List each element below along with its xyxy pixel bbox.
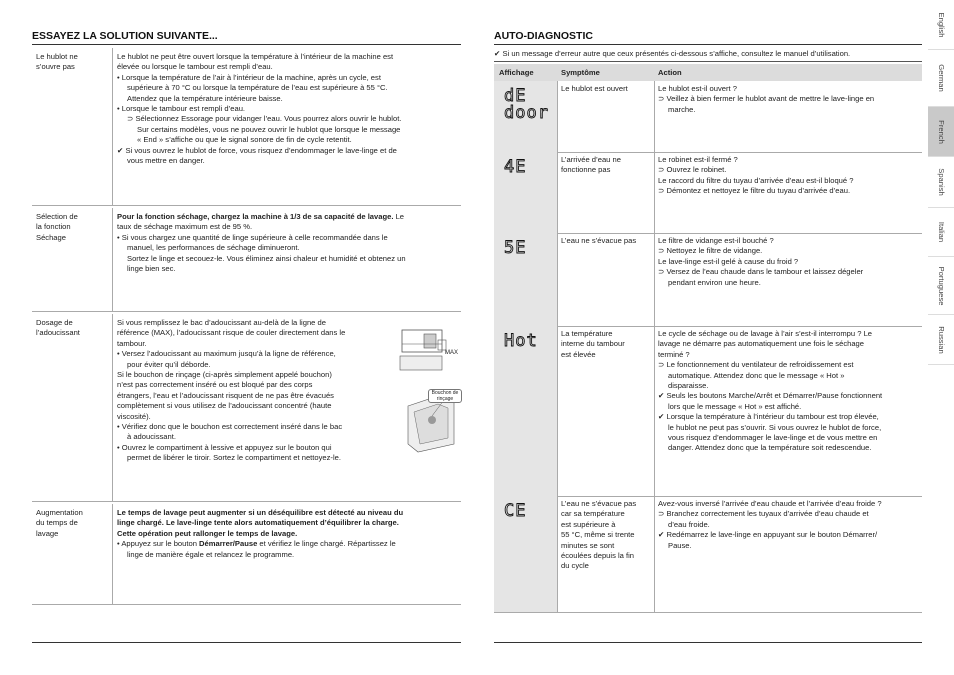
action-cell	[658, 499, 924, 551]
symptom-cell	[561, 155, 653, 176]
text-line	[117, 432, 387, 442]
lcd-glyphs: door	[504, 103, 549, 123]
table-header	[494, 64, 922, 81]
text-segment: danger. Attendez donc que la température soit redescendue.	[668, 443, 872, 453]
symptom-line: interne du tambour	[561, 339, 625, 349]
symptom-line: du cycle	[561, 561, 589, 571]
text-line	[658, 360, 924, 370]
row-divider	[32, 311, 461, 312]
lcd-graphic	[500, 330, 556, 370]
text-line	[658, 105, 924, 115]
text-line	[658, 520, 924, 530]
text-segment: ⊃ Le fonctionnement du ventilateur de refroidissement est	[658, 360, 854, 370]
label-line: Augmentation	[36, 508, 83, 517]
row-divider	[32, 604, 461, 605]
text-segment: ⊃ Démontez et nettoyez le filtre du tuyau d’arrivée d’eau.	[658, 186, 851, 196]
symptom-line: fonctionne pas	[561, 165, 611, 175]
row-label	[36, 212, 110, 243]
tail-segment: Le	[393, 212, 405, 221]
text-line	[117, 156, 457, 166]
row-divider-vertical	[112, 504, 113, 604]
text-line	[658, 257, 924, 267]
text-line	[658, 433, 924, 443]
text-line	[117, 349, 387, 359]
text-line	[117, 508, 457, 518]
row-divider	[494, 612, 922, 613]
text-segment: complètement si vous utilisez de l’adoucissant concentré (haute	[117, 401, 332, 411]
text-line	[117, 401, 387, 411]
text-segment: Avez-vous inversé l’arrivée d’eau chaude et l’arrivée d’eau froide ?	[658, 499, 882, 508]
row-content	[117, 212, 457, 274]
action-cell	[658, 155, 924, 197]
text-line	[658, 94, 924, 104]
text-segment: ✔ Lorsque la température à l’intérieur du tambour est trop élevée,	[658, 412, 879, 422]
right-heading: AUTO-DIAGNOSTIC	[494, 30, 593, 42]
text-segment: Le hublot ne peut être ouvert lorsque la température à l’intérieur de la machine est	[117, 52, 394, 61]
text-line	[658, 402, 924, 412]
bouchon-label: Bouchon de rinçage	[428, 389, 462, 403]
row-label	[36, 508, 110, 539]
text-line	[117, 422, 387, 432]
label-line: Sélection de	[36, 212, 78, 221]
text-segment: viscosité).	[117, 411, 151, 421]
text-segment: ✔ Si vous ouvrez le hublot de force, vous risquez d’endommager le lave-linge et de	[117, 145, 397, 155]
col-divider	[654, 81, 655, 152]
label-line: s’ouvre pas	[36, 62, 75, 72]
row-content	[117, 318, 387, 464]
text-segment: • Lorsque le tambour est rempli d’eau.	[117, 104, 246, 114]
text-segment: disparaisse.	[668, 381, 709, 391]
text-segment: Pour la fonction séchage, chargez la machine à 1/3 de sa capacité de lavage.	[117, 212, 394, 221]
col-header-display: Affichage	[499, 68, 534, 77]
text-segment: étrangers, l’eau et l’adoucissant risquent de ne pas être évacués	[117, 390, 334, 400]
text-segment: taux de séchage maximum est de 95 %.	[117, 222, 253, 232]
text-line	[117, 328, 387, 338]
text-segment: Sur certains modèles, vous ne pouvez ouvrir le hublot que lorsque le message	[137, 124, 401, 134]
text-segment: référence (MAX), l’adoucissant risque de couler directement dans le	[117, 328, 346, 338]
text-line	[658, 371, 924, 381]
tail-segment: et vérifiez le linge chargé. Répartissez le	[257, 539, 396, 549]
row-divider	[494, 326, 922, 327]
lcd-display	[500, 500, 556, 543]
text-segment: Le cycle de séchage ou de lavage à l’air s’est-il interrompu ? Le	[658, 329, 873, 338]
lcd-glyphs: Hot	[504, 331, 538, 351]
symptom-line: 55 °C, même si trente	[561, 530, 635, 540]
symptom-line: L’eau ne s’évacue pas	[561, 499, 637, 508]
text-line	[658, 329, 924, 339]
text-segment: Cette opération peut rallonger le temps de lavage.	[117, 528, 298, 538]
row-content	[117, 52, 457, 166]
text-line	[117, 233, 457, 243]
lcd-display	[500, 85, 556, 128]
text-line	[658, 412, 924, 422]
text-segment: • Appuyez sur le bouton	[117, 539, 200, 549]
max-label: MAX	[445, 350, 459, 356]
text-segment: le hublot ne peut pas s’ouvrir. Si vous ouvrez le hublot de force,	[668, 422, 882, 432]
text-segment: • Versez l’adoucissant au maximum jusqu’à la ligne de référence,	[117, 349, 336, 359]
text-segment: ⊃ Versez de l’eau chaude dans le tambour et laissez dégeler	[658, 267, 864, 277]
text-segment: « End » s’affiche ou que le signal sonore de fin de cycle retentit.	[137, 135, 352, 145]
text-segment: linge bien sec.	[127, 264, 176, 274]
text-line	[658, 176, 924, 186]
action-cell	[658, 236, 924, 288]
text-segment: n’est pas correctement inséré ou est bloqué par des corps	[117, 380, 313, 390]
text-segment: Le temps de lavage peut augmenter si un déséquilibre est détecté au niveau du	[117, 508, 404, 517]
text-segment: manuel, les performances de séchage diminueront.	[127, 243, 300, 253]
text-segment: lavage ne démarre pas automatiquement une fois le séchage	[658, 339, 865, 349]
text-line	[117, 539, 457, 549]
lcd-glyphs: dE	[504, 86, 527, 106]
tab-spanish[interactable]	[928, 157, 954, 208]
lcd-graphic	[500, 500, 556, 540]
col-divider	[557, 496, 558, 612]
text-line	[658, 443, 924, 453]
row-label	[36, 52, 110, 73]
text-segment: ⊃ Ouvrez le robinet.	[658, 165, 727, 175]
col-divider	[654, 152, 655, 233]
text-line	[117, 453, 387, 463]
text-line	[117, 135, 457, 145]
text-line	[117, 318, 387, 328]
text-line	[658, 84, 924, 94]
tab-label: English	[937, 12, 947, 37]
label-line: la fonction	[36, 222, 71, 232]
symptom-line: est supérieure à	[561, 519, 616, 529]
left-heading: ESSAYEZ LA SOLUTION SUIVANTE...	[32, 30, 218, 42]
lcd-display	[500, 237, 556, 280]
lcd-display	[500, 156, 556, 199]
text-line	[658, 246, 924, 256]
col-divider	[557, 233, 558, 326]
tab-label: German	[937, 64, 947, 92]
text-segment: • Si vous chargez une quantité de linge supérieure à celle recommandée dans le	[117, 232, 388, 242]
text-line	[117, 254, 457, 264]
text-segment: Attendez que la température intérieure baisse.	[127, 93, 283, 103]
symptom-line: car sa température	[561, 509, 625, 519]
text-line	[658, 339, 924, 349]
col-header-action: Action	[658, 68, 682, 77]
text-line	[117, 529, 457, 539]
text-line	[117, 104, 457, 114]
text-line	[117, 114, 457, 124]
label-line: lavage	[36, 528, 59, 538]
symptom-line: est élevée	[561, 349, 596, 359]
text-line	[117, 212, 457, 222]
tab-label: Italian	[937, 221, 947, 243]
text-segment: • Ouvrez le compartiment à lessive et appuyez sur le bouton qui	[117, 442, 332, 452]
text-segment: ✔ Redémarrez le lave-linge en appuyant sur le bouton Démarrer/	[658, 530, 878, 540]
text-line	[658, 381, 924, 391]
tab-english[interactable]	[928, 0, 954, 50]
text-line	[117, 339, 387, 349]
text-line	[117, 360, 387, 370]
text-line	[117, 52, 457, 62]
text-segment: d’eau froide.	[668, 519, 710, 529]
symptom-cell	[561, 236, 653, 246]
text-segment: ⊃ Branchez correctement les tuyaux d’arrivée d’eau chaude et	[658, 509, 869, 519]
row-divider	[494, 233, 922, 234]
lcd-display	[500, 330, 556, 373]
text-line	[117, 443, 387, 453]
label-line: Dosage de	[36, 318, 73, 327]
text-segment: automatique. Attendez donc que le message « Hot »	[668, 370, 845, 380]
text-line	[658, 350, 924, 360]
col-divider	[557, 81, 558, 152]
text-segment: Si vous remplissez le bac d’adoucissant au-delà de la ligne de	[117, 318, 326, 327]
text-line	[658, 509, 924, 519]
row-divider	[32, 501, 461, 502]
col-header-symptom: Symptôme	[561, 68, 600, 77]
symptom-line: Le hublot est ouvert	[561, 84, 628, 93]
tab-italian[interactable]	[928, 208, 954, 257]
text-line	[658, 236, 924, 246]
lcd-glyphs: CE	[504, 501, 527, 521]
text-segment: • Vérifiez donc que le bouchon est correctement inséré dans le bac	[117, 422, 343, 432]
text-segment: ⊃ Veillez à bien fermer le hublot avant de mettre le lave-linge en	[658, 94, 875, 104]
text-line	[117, 94, 457, 104]
text-segment: tambour.	[117, 338, 147, 348]
row-divider-vertical	[112, 208, 113, 311]
text-line	[117, 222, 457, 232]
text-segment: Le hublot est-il ouvert ?	[658, 84, 737, 93]
label-line: Séchage	[36, 232, 66, 242]
label-line: l’adoucissant	[36, 328, 80, 338]
symptom-line: La température	[561, 329, 613, 338]
text-segment: Le filtre de vidange est-il bouché ?	[658, 236, 774, 245]
text-segment: permet de libérer le tiroir. Sortez le compartiment et nettoyez-le.	[127, 453, 341, 463]
text-segment: Le robinet est-il fermé ?	[658, 155, 738, 164]
text-line	[117, 243, 457, 253]
tab-french[interactable]	[928, 107, 954, 157]
lcd-graphic	[500, 237, 556, 277]
text-line	[117, 550, 457, 560]
label-line: du temps de	[36, 518, 78, 528]
symptom-line: L’eau ne s’évacue pas	[561, 236, 637, 245]
tab-label: Portuguese	[937, 266, 947, 305]
text-line	[117, 370, 387, 380]
tab-label: Spanish	[937, 168, 947, 196]
action-cell	[658, 84, 924, 115]
col-divider	[654, 233, 655, 326]
right-heading-rule	[494, 44, 922, 45]
text-segment: terminé ?	[658, 349, 690, 359]
left-bottom-rule	[32, 642, 461, 643]
text-segment: • Lorsque la température de l’air à l’intérieur de la machine, après un cycle, est	[117, 72, 381, 82]
text-line	[658, 165, 924, 175]
row-divider-vertical	[112, 48, 113, 205]
text-segment: Le lave-linge est-il gelé à cause du froid ?	[658, 256, 799, 266]
tab-portuguese[interactable]	[928, 257, 954, 315]
note-rule	[494, 61, 922, 62]
symptom-line: minutes se sont	[561, 540, 615, 550]
action-cell	[658, 329, 924, 454]
text-line	[658, 278, 924, 288]
text-line	[658, 499, 924, 509]
text-line	[658, 186, 924, 196]
lcd-glyphs: 4E	[504, 157, 527, 177]
text-segment: linge chargé. Le lave-linge tente alors automatiquement d’équilibrer la charge.	[117, 518, 399, 528]
row-divider-vertical	[112, 314, 113, 501]
text-segment: Si le bouchon de rinçage (ci-après simplement appelé bouchon)	[117, 370, 332, 380]
text-line	[658, 423, 924, 433]
tab-label: Russian	[937, 325, 947, 354]
text-line	[658, 541, 924, 551]
text-line	[117, 125, 457, 135]
text-segment: Sortez le linge et secouez-le. Vous éliminez ainsi chaleur et humidité et obtenez un	[127, 253, 406, 263]
symptom-cell	[561, 499, 653, 572]
text-line	[117, 83, 457, 93]
right-note: ✔ Si un message d’erreur autre que ceux présentés ci-dessous s’affiche, consultez le manuel d’utilisation.	[494, 49, 851, 58]
row-content	[117, 508, 457, 560]
text-segment: pour éviter qu’il déborde.	[127, 359, 211, 369]
col-divider	[654, 326, 655, 496]
text-line	[117, 391, 387, 401]
text-line	[117, 264, 457, 274]
text-segment: ⊃ Sélectionnez Essorage pour vidanger l’eau. Vous pourrez alors ouvrir le hublot.	[127, 114, 402, 124]
text-line	[117, 380, 387, 390]
lcd-graphic	[500, 156, 556, 196]
text-segment: vous mettre en danger.	[127, 156, 205, 166]
softener-illustration	[398, 326, 462, 466]
symptom-line: écoulées depuis la fin	[561, 551, 635, 561]
row-divider	[32, 205, 461, 206]
tab-german[interactable]	[928, 50, 954, 107]
text-line	[658, 155, 924, 165]
right-bottom-rule	[494, 642, 922, 643]
text-line	[117, 73, 457, 83]
label-line: Le hublot ne	[36, 52, 78, 61]
lcd-graphic	[500, 85, 556, 125]
text-segment: ✔ Seuls les boutons Marche/Arrêt et Démarrer/Pause fonctionnent	[658, 391, 883, 401]
text-segment: linge de manière égale et relancez le programme.	[127, 549, 295, 559]
text-segment: pendant environ une heure.	[668, 277, 761, 287]
text-segment: à adoucissant.	[127, 432, 176, 442]
text-segment: vous risquez d’endommager le lave-linge et de vous mettre en	[668, 433, 878, 443]
text-segment: élevée ou lorsque le tambour est rempli d’eau.	[117, 62, 273, 72]
symptom-cell	[561, 329, 653, 360]
text-line	[658, 530, 924, 540]
text-line	[117, 412, 387, 422]
text-line	[658, 391, 924, 401]
text-segment: marche.	[668, 104, 696, 114]
col-divider	[557, 152, 558, 233]
text-segment: Pause.	[668, 540, 692, 550]
col-divider	[654, 496, 655, 612]
text-line	[658, 267, 924, 277]
text-segment: Le raccord du filtre du tuyau d’arrivée d’eau est-il bloqué ?	[658, 175, 854, 185]
text-line	[117, 518, 457, 528]
symptom-line: L’arrivée d’eau ne	[561, 155, 621, 164]
lcd-glyphs: 5E	[504, 238, 527, 258]
text-segment: ⊃ Nettoyez le filtre de vidange.	[658, 246, 763, 256]
row-label	[36, 318, 110, 339]
text-segment: supérieure à 70 °C ou lorsque la température de l’eau est supérieure à 55 °C.	[127, 83, 388, 93]
tab-label: French	[937, 119, 947, 144]
tab-russian[interactable]	[928, 315, 954, 365]
bold-segment: Démarrer/Pause	[199, 539, 258, 549]
text-line	[117, 62, 457, 72]
left-heading-rule	[32, 44, 461, 45]
text-segment: lors que le message « Hot » est affiché.	[668, 401, 802, 411]
symptom-cell	[561, 84, 653, 94]
row-divider	[494, 496, 922, 497]
text-line	[117, 146, 457, 156]
col-divider	[557, 326, 558, 496]
row-divider	[494, 152, 922, 153]
